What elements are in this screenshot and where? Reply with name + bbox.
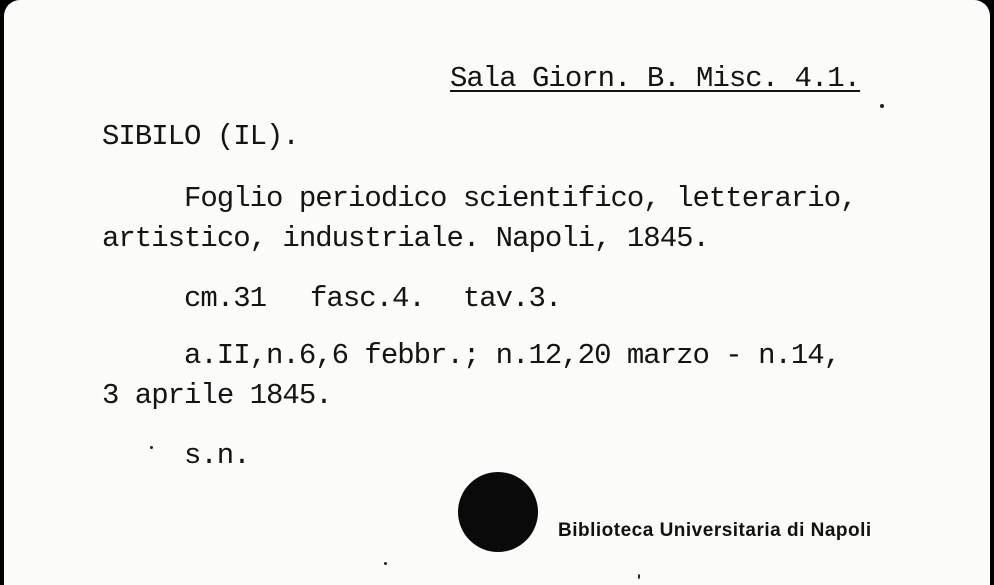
- library-stamp-dot: [458, 472, 538, 552]
- size-cm: cm.31: [184, 282, 267, 315]
- ink-speck: [150, 446, 153, 449]
- ink-speck: [880, 104, 884, 108]
- catalog-card: [4, 0, 990, 585]
- holdings-line-2: 3 aprile 1845.: [102, 379, 332, 412]
- ink-speck: [638, 574, 640, 579]
- record-title: SIBILO (IL).: [102, 120, 299, 153]
- description-line-1: Foglio periodico scientifico, letterario,: [184, 182, 857, 215]
- shelfmark: Sala Giorn. B. Misc. 4.1.: [450, 62, 861, 95]
- note-sn: s.n.: [184, 439, 250, 472]
- plate-count: tav.3.: [462, 282, 562, 315]
- physical-description: [184, 284, 561, 313]
- holdings-line-1: a.II,n.6,6 febbr.; n.12,20 marzo - n.14,: [184, 339, 841, 372]
- description-line-2: artistico, industriale. Napoli, 1845.: [102, 222, 709, 255]
- library-stamp-text: Biblioteca Universitaria di Napoli: [558, 520, 872, 541]
- fascicle-count: fasc.4.: [310, 282, 425, 315]
- ink-speck: [384, 562, 387, 565]
